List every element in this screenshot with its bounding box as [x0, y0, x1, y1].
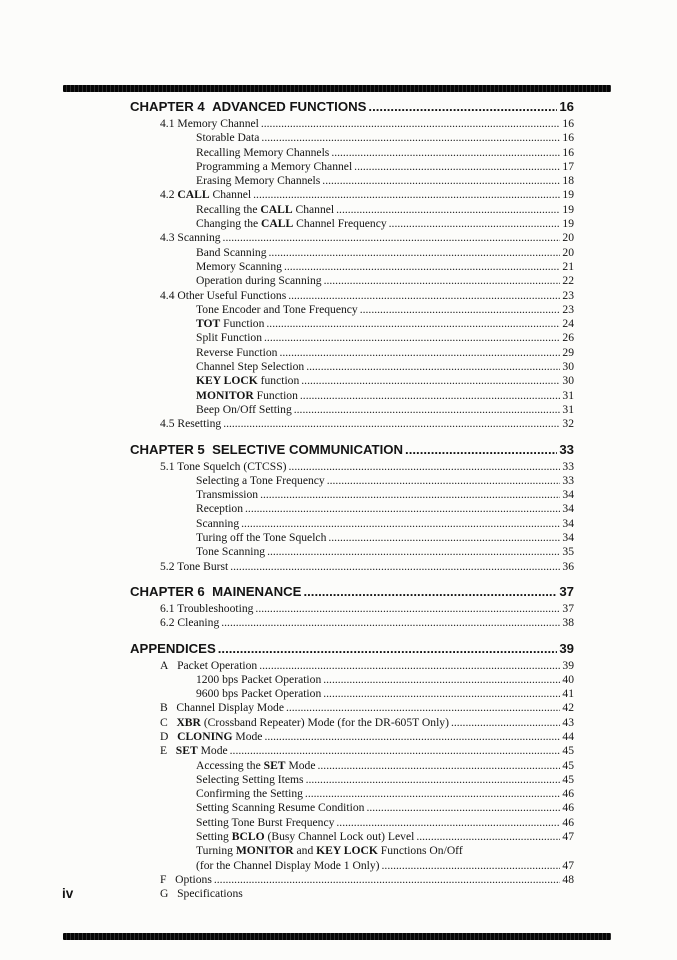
entry-label: Band Scanning	[196, 245, 267, 259]
entry-label: Recalling the CALL Channel	[196, 202, 335, 216]
dot-leader	[261, 131, 560, 145]
entry-label: G Specifications	[160, 887, 243, 901]
entry-page-ref: 34	[562, 531, 574, 545]
toc-entry	[130, 602, 574, 616]
toc-entry	[130, 174, 574, 188]
entry-label: A Packet Operation	[160, 658, 258, 672]
entry-label: Setting Scanning Resume Condition	[196, 801, 365, 815]
entry-page-ref: 42	[562, 701, 574, 715]
entry-label: Turing off the Tone Squelch	[196, 531, 327, 545]
entry-page-ref: 22	[562, 274, 574, 288]
entry-page-ref: 17	[562, 159, 574, 173]
toc-entry	[130, 346, 574, 360]
entry-label: Tone Encoder and Tone Frequency	[196, 302, 358, 316]
toc-entry	[130, 403, 574, 417]
entry-page-ref: 30	[562, 360, 574, 374]
entry-page-ref: 16	[562, 117, 574, 130]
toc-entry	[130, 687, 574, 701]
chapter-heading	[130, 584, 574, 599]
entry-label: 6.1 Troubleshooting	[160, 601, 254, 615]
entry-page-ref: 31	[562, 402, 574, 416]
dot-leader	[451, 716, 560, 730]
dot-leader	[324, 274, 561, 288]
entry-page-ref: 20	[562, 231, 574, 245]
toc-entry	[130, 801, 574, 815]
dot-leader	[389, 217, 561, 231]
chapter-page-ref: 39	[559, 640, 574, 656]
dot-leader	[360, 303, 561, 317]
entry-label: 6.2 Cleaning	[160, 616, 220, 630]
dot-leader	[416, 830, 560, 844]
entry-label: Transmission	[196, 488, 259, 502]
entry-page-ref: 46	[562, 815, 574, 829]
toc-entry	[130, 716, 574, 730]
toc-entry	[130, 502, 574, 516]
dot-leader	[366, 801, 560, 815]
entry-label: Memory Scanning	[196, 259, 282, 273]
toc-entry	[130, 260, 574, 274]
entry-page-ref: 37	[562, 601, 574, 615]
dot-leader	[336, 203, 560, 217]
entry-page-ref: 45	[562, 772, 574, 786]
entry-page-ref: 29	[562, 345, 574, 359]
entry-label: Operation during Scanning	[196, 274, 322, 288]
dot-leader	[405, 442, 557, 457]
toc-entry	[130, 816, 574, 830]
table-of-contents	[130, 97, 574, 912]
toc-entry	[130, 517, 574, 531]
entry-page-ref: 20	[562, 245, 574, 259]
toc-entry	[130, 146, 574, 160]
toc-entry	[130, 303, 574, 317]
entry-label: F Options	[160, 872, 212, 886]
dot-leader	[327, 474, 561, 488]
toc-section	[130, 442, 574, 574]
entry-label: Recalling Memory Channels	[196, 145, 330, 159]
entry-label: Selecting a Tone Frequency	[196, 473, 325, 487]
dot-leader	[318, 759, 561, 773]
entry-label: Setting BCLO (Busy Channel Lock out) Level	[196, 830, 415, 844]
entry-page-ref: 23	[562, 302, 574, 316]
dot-leader	[323, 687, 560, 701]
chapter-title: APPENDICES	[130, 640, 216, 656]
entry-label: Changing the CALL Channel Frequency	[196, 217, 387, 231]
dot-leader	[288, 289, 560, 303]
dot-leader	[266, 317, 560, 331]
toc-entry	[130, 374, 574, 388]
entry-page-ref: 41	[562, 687, 574, 701]
entry-label: C XBR (Crossband Repeater) Mode (for the DR-605T Only)	[160, 715, 449, 729]
entry-page-ref: 43	[562, 715, 574, 729]
chapter-title: CHAPTER 4 ADVANCED FUNCTIONS	[130, 99, 367, 114]
entry-page-ref: 35	[562, 545, 574, 559]
dot-leader	[354, 160, 560, 174]
toc-entry	[130, 560, 574, 574]
entry-label: Split Function	[196, 331, 263, 345]
chapter-heading	[130, 442, 574, 457]
entry-label: Programming a Memory Channel	[196, 159, 353, 173]
entry-label: Setting Tone Burst Frequency	[196, 815, 335, 829]
entry-page-ref: 18	[562, 174, 574, 188]
toc-entry	[130, 289, 574, 303]
chapter-heading	[130, 641, 574, 656]
entry-label: Tone Scanning	[196, 545, 266, 559]
dot-leader	[328, 531, 560, 545]
dot-leader	[259, 659, 560, 673]
toc-entry	[130, 417, 574, 431]
dot-leader	[382, 859, 561, 873]
entry-page-ref: 38	[562, 616, 574, 630]
dot-leader	[294, 403, 561, 417]
toc-entry	[130, 231, 574, 245]
top-decorative-rule	[63, 85, 611, 92]
entry-page-ref: 24	[562, 317, 574, 331]
dot-leader	[306, 773, 561, 787]
entry-page-ref: 19	[562, 217, 574, 231]
dot-leader	[221, 616, 560, 630]
entry-label: (for the Channel Display Mode 1 Only)	[196, 858, 380, 872]
toc-entry	[130, 859, 574, 873]
dot-leader	[218, 641, 558, 656]
entry-label: 4.4 Other Useful Functions	[160, 288, 287, 302]
chapter-page-ref: 33	[559, 441, 574, 457]
toc-entry	[130, 873, 574, 887]
entry-page-ref: 23	[562, 288, 574, 302]
entry-label: 4.3 Scanning	[160, 231, 221, 245]
toc-section	[130, 99, 574, 432]
page-number: iv	[62, 886, 74, 901]
chapter-page-ref: 37	[559, 583, 574, 599]
dot-leader	[306, 360, 560, 374]
entry-page-ref: 34	[562, 502, 574, 516]
chapter-heading	[130, 99, 574, 114]
entry-page-ref: 32	[562, 417, 574, 431]
entry-page-ref: 47	[562, 830, 574, 844]
entry-label: Selecting Setting Items	[196, 772, 304, 786]
toc-entry	[130, 773, 574, 787]
dot-leader	[269, 246, 561, 260]
dot-leader	[245, 502, 560, 516]
entry-label: Reception	[196, 502, 244, 516]
entry-label: 4.5 Resetting	[160, 417, 222, 431]
toc-entry	[130, 616, 574, 630]
chapter-title: CHAPTER 5 SELECTIVE COMMUNICATION	[130, 441, 404, 457]
toc-entry	[130, 659, 574, 673]
toc-entry	[130, 744, 574, 758]
dot-leader	[230, 744, 561, 758]
toc-entry	[130, 188, 574, 202]
entry-page-ref: 19	[562, 202, 574, 216]
toc-entry	[130, 830, 574, 844]
dot-leader	[331, 146, 560, 160]
toc-entry	[130, 474, 574, 488]
toc-entry	[130, 160, 574, 174]
toc-entry	[130, 389, 574, 403]
dot-leader	[260, 488, 560, 502]
toc-entry	[130, 117, 574, 131]
toc-entry	[130, 317, 574, 331]
entry-label: Channel Step Selection	[196, 360, 305, 374]
entry-label: D CLONING Mode	[160, 729, 263, 743]
toc-entry	[130, 730, 574, 744]
dot-leader	[322, 174, 560, 188]
entry-page-ref: 44	[562, 729, 574, 743]
entry-label: Accessing the SET Mode	[196, 758, 316, 772]
dot-leader	[261, 117, 561, 131]
toc-entry	[130, 545, 574, 559]
dot-leader	[279, 346, 560, 360]
toc-entry	[130, 787, 574, 801]
toc-entry	[130, 246, 574, 260]
entry-label: 1200 bps Packet Operation	[196, 672, 322, 686]
entry-label: Erasing Memory Channels	[196, 174, 321, 188]
dot-leader	[241, 517, 560, 531]
toc-entry	[130, 274, 574, 288]
dot-leader	[286, 701, 560, 715]
entry-label: E SET Mode	[160, 744, 228, 758]
entry-page-ref: 26	[562, 331, 574, 345]
dot-leader	[223, 231, 561, 245]
entry-label: Beep On/Off Setting	[196, 402, 292, 416]
entry-page-ref: 46	[562, 787, 574, 801]
dot-leader	[253, 188, 560, 202]
dot-leader	[368, 99, 557, 114]
entry-page-ref: 33	[562, 473, 574, 487]
entry-page-ref: 31	[562, 388, 574, 402]
entry-page-ref: 33	[562, 459, 574, 473]
entry-label: MONITOR Function	[196, 388, 298, 402]
entry-label: TOT Function	[196, 317, 265, 331]
entry-page-ref: 21	[562, 259, 574, 273]
dot-leader	[255, 602, 560, 616]
entry-label: 5.2 Tone Burst	[160, 559, 229, 573]
dot-leader	[336, 816, 560, 830]
toc-entry	[130, 673, 574, 687]
dot-leader	[300, 389, 561, 403]
entry-page-ref: 19	[562, 188, 574, 202]
toc-entry	[130, 844, 574, 858]
toc-entry	[130, 131, 574, 145]
toc-section	[130, 584, 574, 631]
toc-entry	[130, 887, 574, 901]
dot-leader	[305, 787, 560, 801]
entry-page-ref: 47	[562, 858, 574, 872]
dot-leader	[223, 417, 560, 431]
entry-page-ref: 30	[562, 374, 574, 388]
entry-label: 4.2 CALL Channel	[160, 188, 252, 202]
entry-label: 5.1 Tone Squelch (CTCSS)	[160, 459, 287, 473]
toc-entry	[130, 531, 574, 545]
entry-label: B Channel Display Mode	[160, 701, 284, 715]
dot-leader	[289, 460, 561, 474]
dot-leader	[264, 331, 560, 345]
toc-entry	[130, 217, 574, 231]
entry-page-ref: 34	[562, 488, 574, 502]
dot-leader	[323, 673, 560, 687]
toc-entry	[130, 331, 574, 345]
entry-page-ref: 36	[562, 559, 574, 573]
toc-entry	[130, 460, 574, 474]
toc-section	[130, 641, 574, 902]
entry-page-ref: 16	[562, 131, 574, 145]
toc-entry	[130, 360, 574, 374]
dot-leader	[267, 545, 560, 559]
chapter-title: CHAPTER 6 MAINENANCE	[130, 583, 302, 599]
entry-page-ref: 45	[562, 744, 574, 758]
entry-page-ref: 39	[562, 658, 574, 672]
toc-entry	[130, 203, 574, 217]
entry-label: 4.1 Memory Channel	[160, 117, 259, 130]
entry-label: KEY LOCK function	[196, 374, 300, 388]
toc-entry	[130, 701, 574, 715]
entry-page-ref: 34	[562, 516, 574, 530]
dot-leader	[264, 730, 560, 744]
entry-label: 9600 bps Packet Operation	[196, 687, 322, 701]
dot-leader	[230, 560, 560, 574]
entry-label: Scanning	[196, 516, 240, 530]
entry-label: Confirming the Setting	[196, 787, 303, 801]
toc-entry	[130, 488, 574, 502]
entry-label: Reverse Function	[196, 345, 278, 359]
dot-leader	[284, 260, 560, 274]
dot-leader	[303, 584, 557, 599]
entry-label: Storable Data	[196, 131, 260, 145]
chapter-page-ref: 16	[559, 99, 574, 114]
entry-page-ref: 45	[562, 758, 574, 772]
dot-leader	[214, 873, 561, 887]
dot-leader	[301, 374, 560, 388]
entry-page-ref: 16	[562, 145, 574, 159]
entry-page-ref: 48	[562, 872, 574, 886]
bottom-decorative-rule	[63, 933, 611, 940]
entry-label: Turning MONITOR and KEY LOCK Functions On/Off	[196, 844, 463, 858]
entry-page-ref: 46	[562, 801, 574, 815]
toc-entry	[130, 759, 574, 773]
entry-page-ref: 40	[562, 672, 574, 686]
